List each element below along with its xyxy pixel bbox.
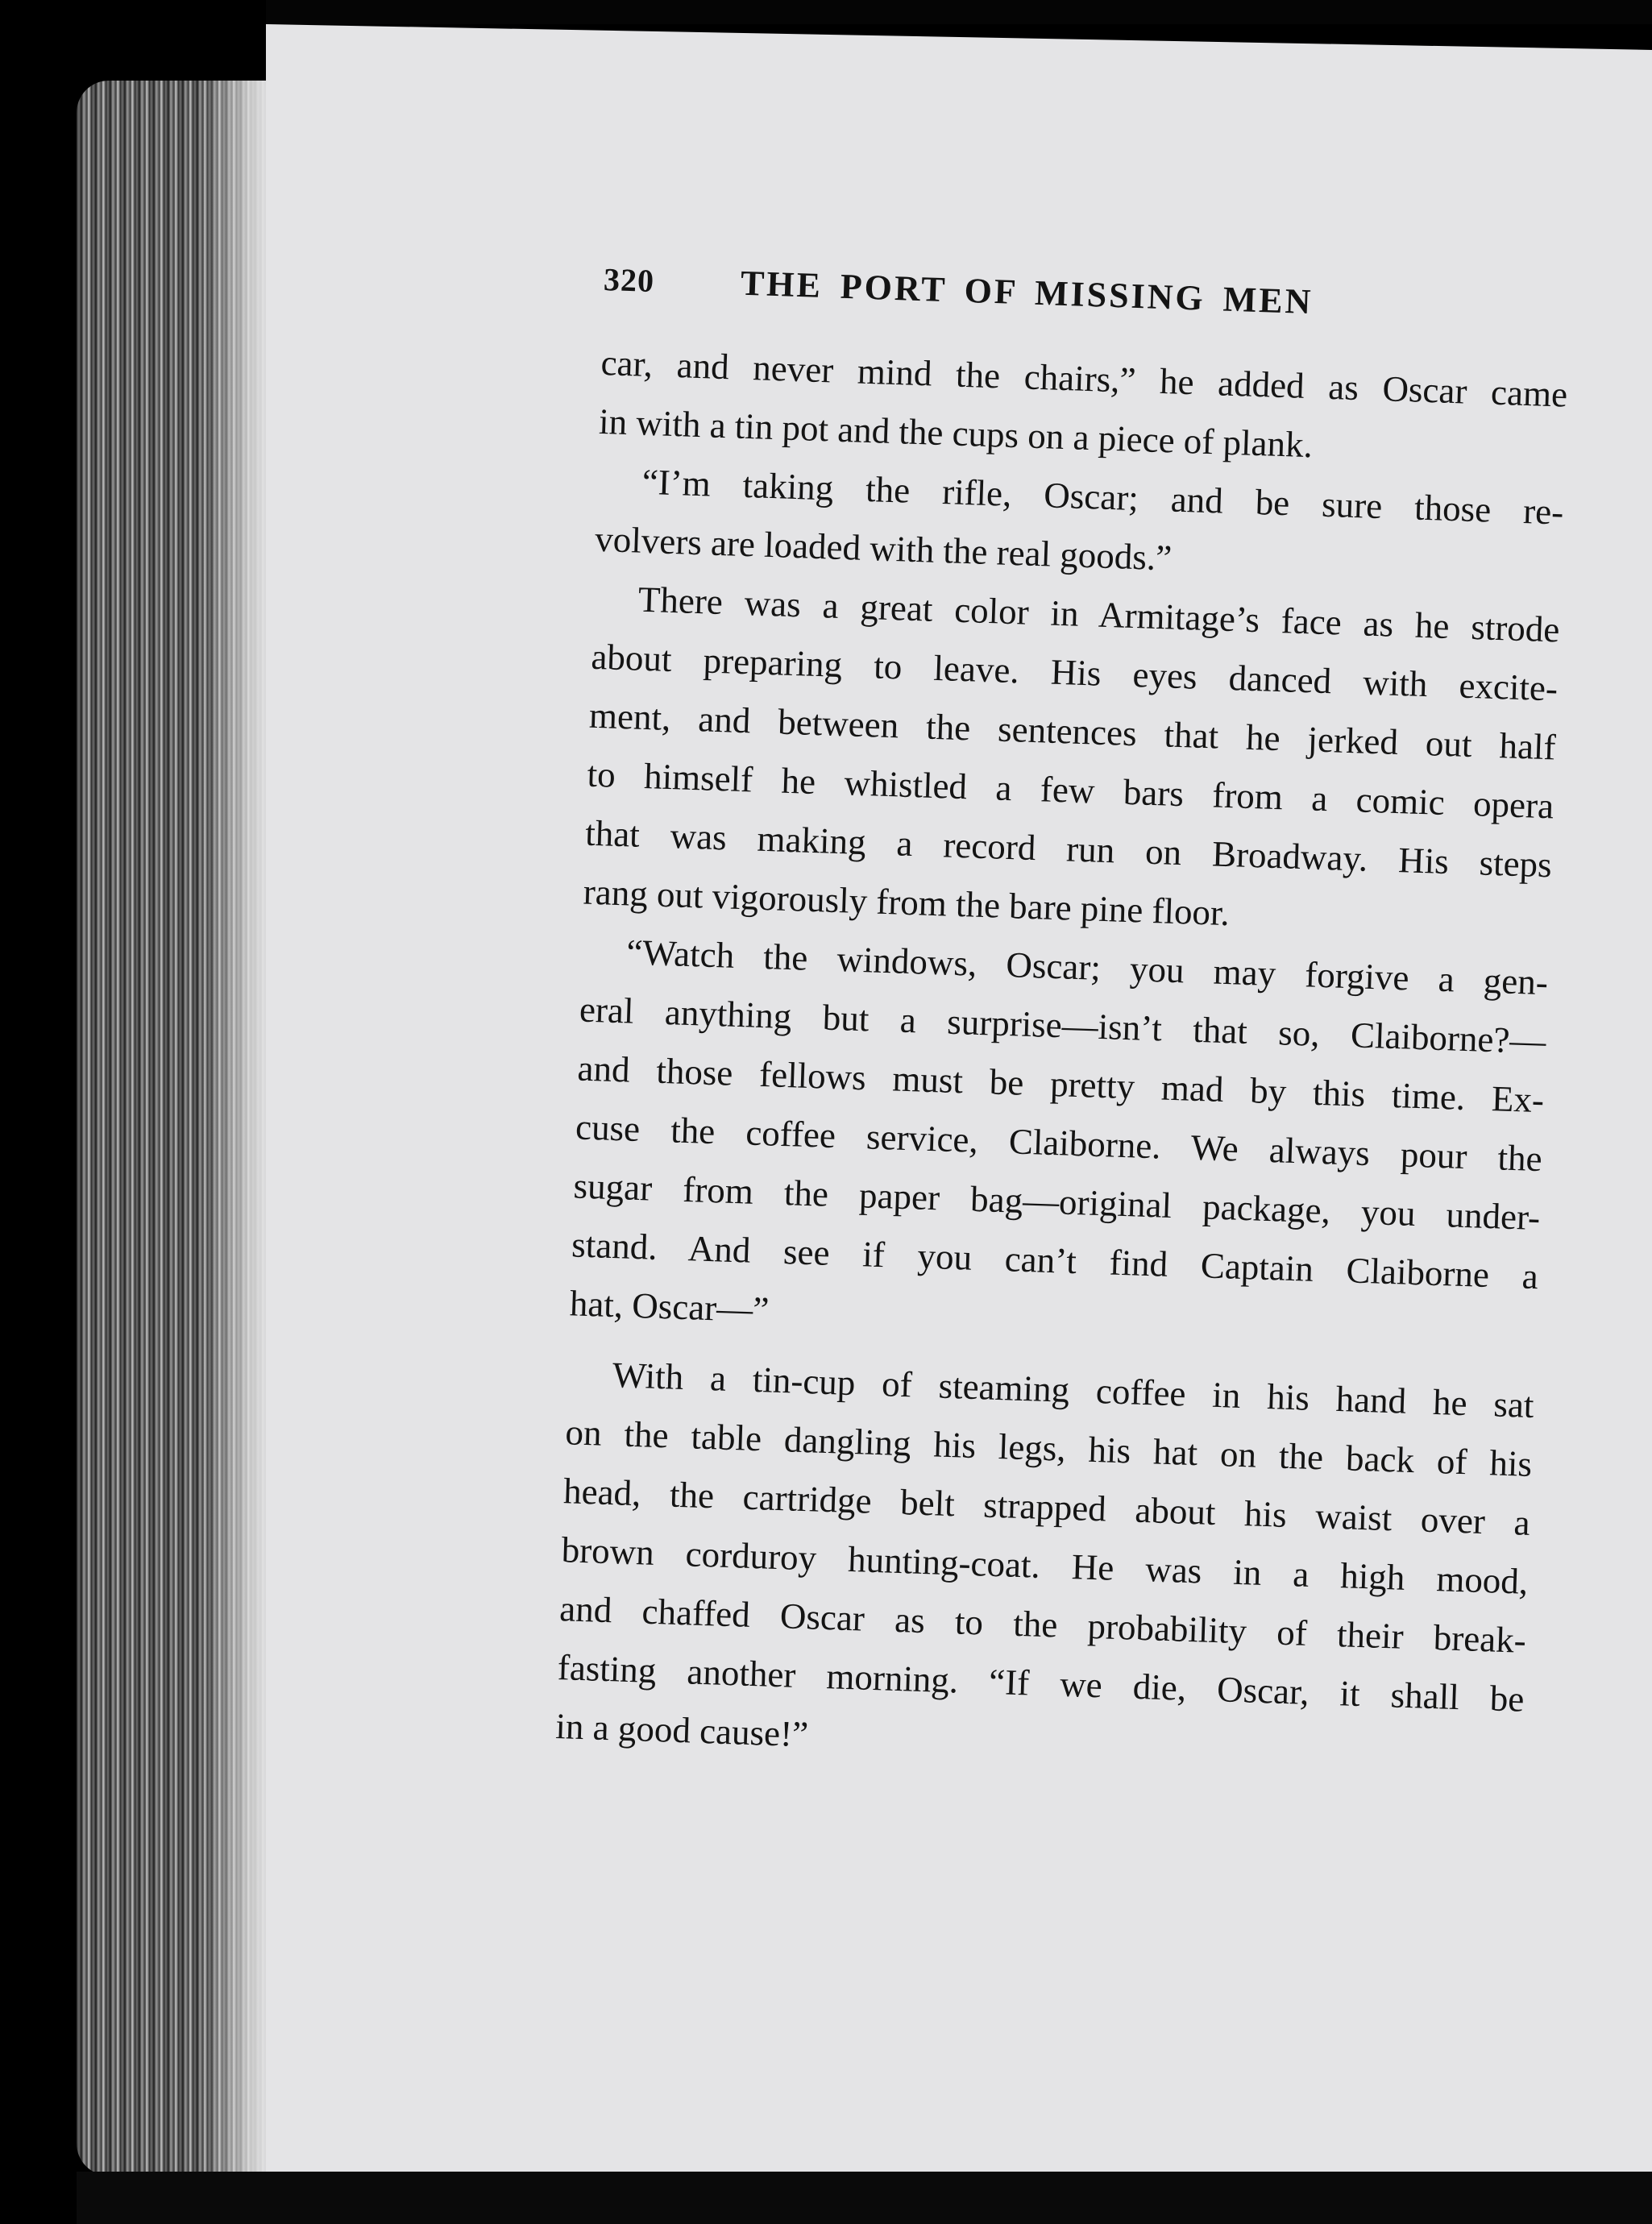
text-line: There was a great color in Armitage’s face as he strode (637, 579, 1561, 650)
text-line: that was making a record run on Broadway. His steps (584, 812, 1553, 886)
text-line: cuse the coffee service, Claiborne. We always pour the (575, 1106, 1543, 1180)
text-line: head, the cartridge belt strapped about his waist over a (562, 1471, 1531, 1543)
text-line: and those fellows must be pretty mad by this time. Ex- (576, 1048, 1545, 1121)
text-line: hat, Oscar—” (569, 1283, 770, 1330)
text-line: “Watch the windows, Oscar; you may forgive a gen- (625, 932, 1549, 1003)
paragraph (554, 1344, 1534, 1788)
text-line: brown corduroy hunting-coat. He was in a high mood, (560, 1529, 1529, 1602)
text-line: eral anything but a surprise—isn’t that so, Claiborne?— (579, 989, 1547, 1062)
book-page-edges (77, 81, 274, 2176)
text-line: ment, and between the sentences that he jerked out half (588, 695, 1557, 768)
body-text (554, 334, 1568, 1788)
paragraph (583, 569, 1561, 954)
text-line: to himself he whistled a few bars from a comic opera (586, 753, 1554, 827)
text-line: “I’m taking the rifle, Oscar; and be sure those re- (641, 461, 1565, 533)
scan-top-border (266, 0, 1652, 24)
text-line: and chaffed Oscar as to the probability of their break- (558, 1588, 1527, 1661)
text-line: on the table dangling his legs, his hat on the back of his (564, 1412, 1533, 1484)
page-number: 320 (603, 260, 655, 300)
text-line: rang out vigorously from the bare pine floor. (583, 871, 1231, 934)
text-line: car, and never mind the chairs,” he added as Oscar came (600, 342, 1568, 415)
running-title: THE PORT OF MISSING MEN (740, 263, 1314, 322)
text-line: stand. And see if you can’t find Captain Claiborne a (571, 1224, 1539, 1297)
scan-bottom-border (77, 2172, 1652, 2224)
text-line: With a tin-cup of steaming coffee in his hand he sat (612, 1355, 1535, 1426)
text-line: sugar from the paper bag—original package, you under- (572, 1165, 1541, 1239)
text-line: volvers are loaded with the real goods.” (594, 518, 1173, 579)
page-text-block (554, 258, 1571, 1788)
text-line: in with a tin pot and the cups on a piece of plank. (598, 400, 1314, 466)
paragraph (569, 922, 1549, 1366)
text-line: fasting another morning. “If we die, Oscar, it shall be (557, 1647, 1525, 1720)
text-line: about preparing to leave. His eyes danced with excite- (590, 636, 1559, 709)
text-line: in a good cause!” (554, 1706, 809, 1755)
